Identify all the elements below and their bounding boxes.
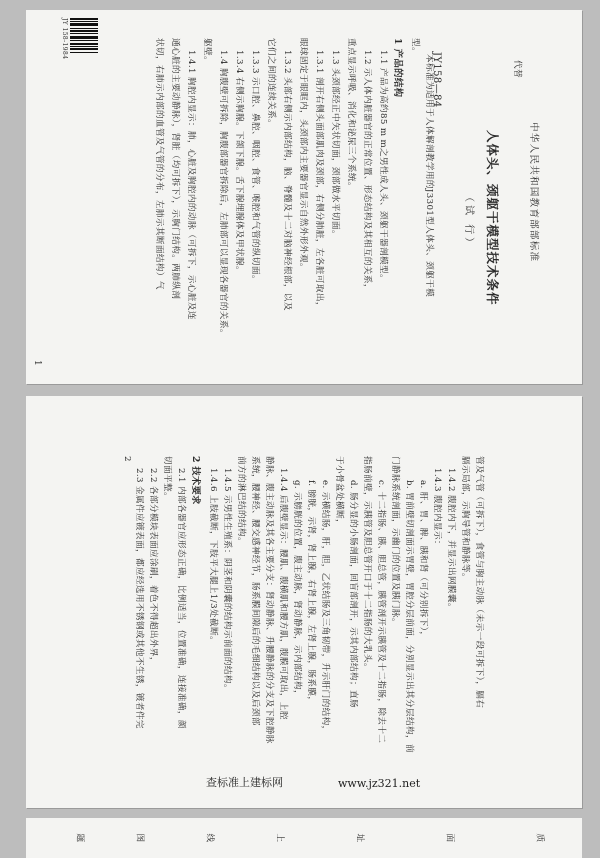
document-title: 人体头、颈躯干模型技术条件 (485, 130, 500, 306)
text-line: 1.4.5 示男性生殖系：阴茎和阴囊的结构示前面的结构。 (222, 468, 232, 693)
text-line: c. 十二指肠、胰、胆总管，胰管剖开示胰管及十二指肠，除去十二 (376, 480, 386, 744)
text-line: 1.4.3 腹腔内显示： (432, 468, 442, 549)
trial-label: （试 行） (463, 192, 474, 251)
text-line: d. 肠分显的小肠剖面，回盲部剖开，示其内部结构；直肠 (348, 480, 358, 709)
text-line: 眼球固定于眼眶内，头颈部内主要器官显示自然外形外观。 (298, 38, 308, 272)
page-number: 1 (32, 360, 42, 367)
text-line: 2.1 内部各器官应形态正确，比例适当，位置准确，连接准确，颜 (176, 468, 186, 729)
text-line: 于小骨盆处横断， (334, 456, 344, 528)
text-line: e. 示横结肠，肝，胆，乙状结肠及三角韧带，升示肝门的结构， (320, 480, 330, 735)
text-line: 切面平整。 (162, 456, 172, 501)
standard-code: JY158—84 (431, 52, 442, 108)
barcode (70, 18, 98, 60)
text-line: 静脉、腹主动脉及其各主要分支：肾动静脉、升腰静脉的分支及下腔静脉 (264, 456, 274, 744)
footer-site-url: www.jz321.net (338, 777, 421, 790)
fragment-char: 图 (134, 833, 145, 843)
text-line: 1.4.4 后腹壁显示：腰肌、腹横肌和腰方肌，腹膜可取出，上腔 (278, 468, 288, 720)
text-line: 管及气管（可拆下），食管与胸主动脉（未示一段可拆下），膈右 (474, 456, 484, 709)
text-line: 1.3 头颈部经正中矢状切面，颈部做水平切面。 (330, 50, 340, 239)
fragment-char: 线 (204, 833, 215, 843)
fragment-char: 上 (274, 833, 285, 843)
footer-site-name: 查标准上建标网 (206, 776, 283, 789)
text-line: 前方的淋巴结的结构。 (236, 456, 246, 546)
text-line: 2.3 金属件应镀表面，都应经选用不锈钢或其他不生锈，镀者件完 (134, 468, 144, 729)
fragment-char: 质 (534, 833, 545, 843)
text-line: 2.2 各部分模块表面应涂刷，着色不得超出外界， (148, 468, 158, 666)
text-line: 1.1 产品为高约85 m m之男性成人头、颈躯干器剖模型。 (378, 50, 388, 283)
text-line: 1.4.1 胸腔内显示：肺，心脏及胸腔内的动脉（可拆下，示心脏及连 (186, 50, 196, 320)
section-1-heading: 1 产品的结构 (392, 38, 403, 98)
document-page-bottom-partial (26, 818, 582, 858)
text-line: 指肠前壁，示胰管及胆总管开口于十二指肠的大乳头。 (362, 456, 372, 672)
text-line: 它们之间的连续关系。 (266, 38, 276, 128)
text-line: 通心脏的主要动静脉），肾脏（均可拆下），示胸门结构。两肺纵剖 (170, 38, 180, 300)
text-line: 1.2 示人体内脏器官的正常位置、形态结构及其相互的关系， (362, 50, 372, 293)
text-line: f. 膀胱，示肾，肾上腺，右肾上腺，左肾上腺，肠系膜， (306, 480, 316, 706)
text-line: 1.3.1 剖开右侧头面部肌肉及颈部，右侧分肺脏，左各脏可取出， (314, 50, 324, 311)
text-line: 重点显示呼吸、消化和泌尿三个系统。 (346, 38, 356, 191)
text-line: b. 胃前壁切剖面示胃壁，胃腔分层前面，分别显示出其分层结构，前 (404, 480, 414, 753)
barcode-caption: JY 158-1984 (61, 18, 68, 60)
text-line: 膈示局部，示胸导管和静脉等。 (460, 456, 470, 582)
document-page-middle (26, 396, 582, 808)
text-line: 系统，腰神经、腰交感神经节，肠系膜间隙后的毛细结构以及后颈部 (250, 456, 260, 726)
section-2-heading: 2 技术要求 (190, 456, 201, 505)
text-line: 1.3.3 示口腔、鼻腔、咽腔、食管、喉腔和气管的纵切面。 (250, 50, 260, 284)
text-line: 1.3.2 头部右侧示内部结构，脑、脊髓及十二对脑神经根部，以及 (282, 50, 292, 311)
document-page-top (26, 10, 582, 384)
replace-label: 代替 (512, 60, 522, 78)
fragment-char: 址 (354, 833, 365, 843)
text-line: 1.4 胸腹壁可拆除，胸腹部器官拆除后，左肺部可以显现各器官的关系。 (218, 50, 228, 338)
fragment-char: 面 (444, 833, 455, 843)
text-line: 1.4.6 上肢截断，下肢平大腿上1/3处截断。 (208, 468, 218, 645)
issuing-body: 中华人民共和国教育部部标准 (528, 122, 539, 263)
page-top-rotated-content (26, 10, 582, 384)
intro-text-cont: 型。 (410, 38, 420, 56)
intro-text: 本标准为适用于人体解剖教学用的J3301型人体头、颈躯干模 (424, 54, 434, 298)
page-number: 2 (122, 456, 132, 462)
text-line: 躯壁。 (202, 38, 212, 65)
text-line: 门静脉系统剖面，示幽门的位置及胰门脉。 (390, 456, 400, 627)
text-line: 1.4.2 腹腔内下，并显示出网膜囊。 (446, 468, 456, 612)
fragment-char: 题 (74, 833, 85, 843)
page-mid-rotated-content (26, 396, 582, 808)
text-line: 1.3.4 右侧示胸腺。下颌下腺。舌下腺埋腺体及甲状腺。 (234, 50, 244, 275)
text-line: 状切，右肺示内部的血管及气管的分布，左肺示其断面结构）气 (154, 38, 164, 290)
text-line: g. 示膀胱的位置，腹主动脉，肾动静脉，示内部结构， (292, 480, 302, 700)
text-line: a. 肝、胃、脾、胰和肾（可分别拆下）， (418, 480, 428, 641)
